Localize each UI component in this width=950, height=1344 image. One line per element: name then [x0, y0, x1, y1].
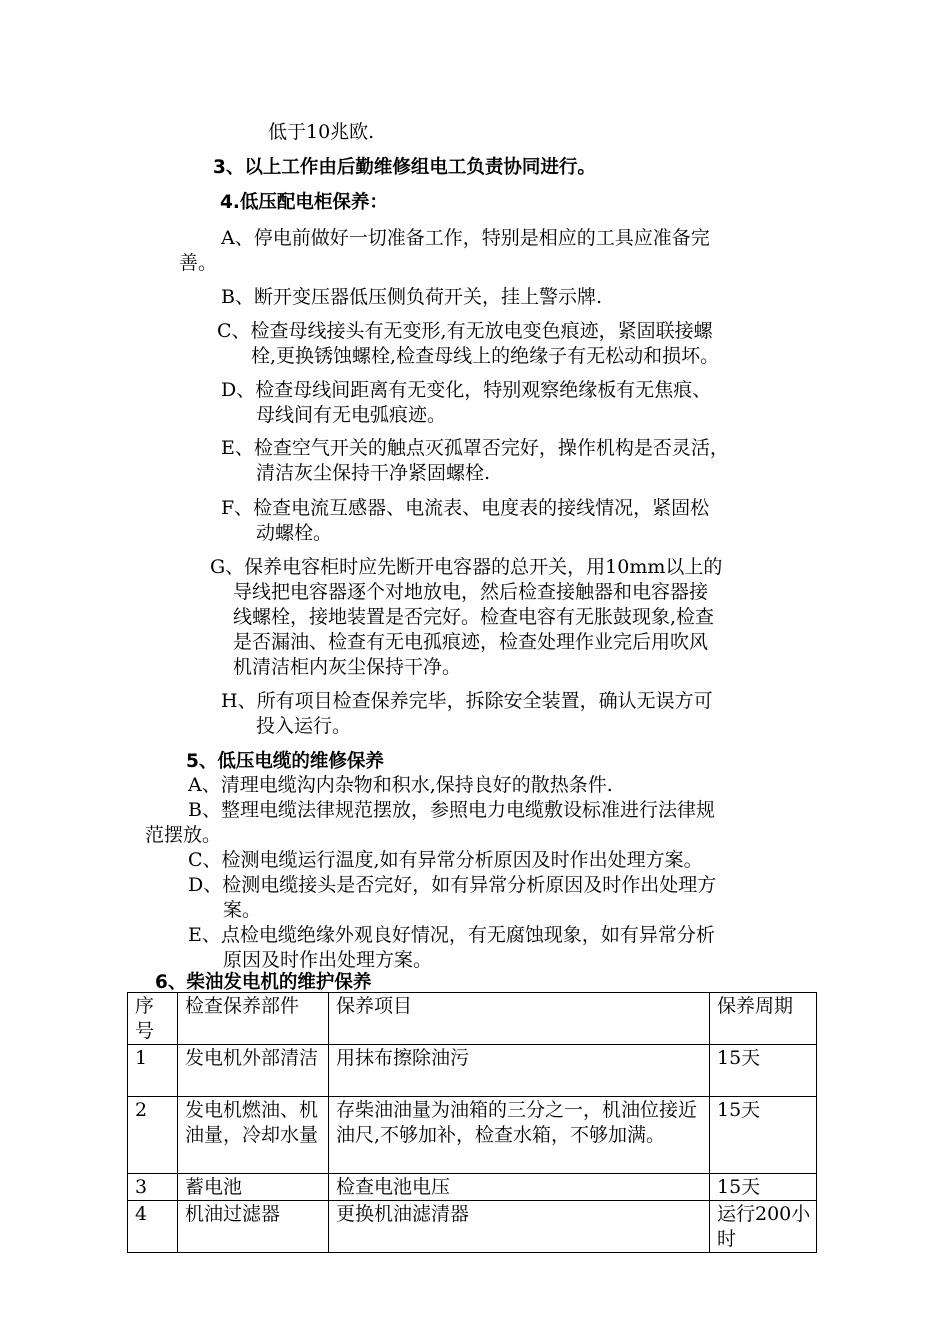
table-cell: 运行200小时 — [710, 1201, 817, 1253]
text-line: 动螺栓。 — [256, 522, 333, 544]
header-cell: 保养周期 — [710, 993, 817, 1045]
table-cell: 4 — [128, 1201, 178, 1253]
table-cell: 15天 — [710, 1174, 817, 1201]
table-cell: 15天 — [710, 1045, 817, 1097]
section-heading-4: 4.低压配电柜保养： — [220, 192, 388, 213]
text-line: D、检查母线间距离有无变化，特别观察绝缘板有无焦痕、 — [221, 379, 712, 401]
text-line: 是否漏油、检查有无电孤痕迹，检查处理作业完后用吹风 — [233, 631, 709, 653]
table-row — [128, 1174, 817, 1201]
text-line: G、保养电容柜时应先断开电容器的总开关，用10mm以上的 — [210, 556, 723, 578]
text-line: 低于10兆欧. — [268, 121, 375, 143]
table-cell: 发电机外部清洁 — [178, 1045, 329, 1097]
text-line: E、检查空气开关的触点灭孤罩否完好，操作机构是否灵活， — [221, 437, 729, 459]
text-line: 清洁灰尘保持干净紧固螺栓. — [256, 462, 491, 484]
table-cell: 15天 — [710, 1097, 817, 1174]
table-cell: 3 — [128, 1174, 178, 1201]
text-line: C、检测电缆运行温度,如有异常分析原因及时作出处理方案。 — [188, 849, 703, 871]
text-line: B、整理电缆法律规范摆放，参照电力电缆敷设标准进行法律规 — [188, 799, 715, 821]
table-cell: 用抹布擦除油污 — [329, 1045, 710, 1097]
text-line: F、检查电流互感器、电流表、电度表的接线情况，紧固松 — [221, 497, 710, 519]
text-line: 原因及时作出处理方案。 — [223, 949, 433, 971]
text-line: 范摆放。 — [145, 824, 222, 846]
section-heading-5: 5、低压电缆的维修保养 — [186, 751, 384, 772]
table-row — [128, 1097, 817, 1174]
table-cell: 1 — [128, 1045, 178, 1097]
header-cell: 保养项目 — [329, 993, 710, 1045]
header-cell: 检查保养部件 — [178, 993, 329, 1045]
text-line: C、检查母线接头有无变形,有无放电变色痕迹，紧固联接螺 — [217, 320, 713, 342]
table-cell: 2 — [128, 1097, 178, 1174]
section-heading-6: 6、柴油发电机的维护保养 — [155, 972, 372, 993]
text-line: A、停电前做好一切准备工作，特别是相应的工具应准备完 — [221, 227, 710, 249]
text-line: B、断开变压器低压侧负荷开关，挂上警示牌. — [221, 286, 603, 308]
table-row — [128, 1045, 817, 1097]
header-cell: 序号 — [128, 993, 178, 1045]
table-cell: 更换机油滤清器 — [329, 1201, 710, 1253]
text-line: 线螺栓，接地装置是否完好。检查电容有无胀鼓现象,检查 — [233, 606, 715, 628]
text-line: 案。 — [223, 899, 262, 921]
table-cell: 发电机燃油、机油量，冷却水量 — [178, 1097, 329, 1174]
text-line: 机清洁柜内灰尘保持干净。 — [233, 656, 462, 678]
text-line: H、所有项目检查保养完毕，拆除安全装置，确认无误方可 — [221, 690, 713, 712]
table-row — [128, 1201, 817, 1253]
text-line: A、清理电缆沟内杂物和积水,保持良好的散热条件. — [188, 774, 613, 796]
text-line: 母线间有无电弧痕迹。 — [256, 404, 447, 426]
section-heading-3: 3、以上工作由后勤维修组电工负责协同进行。 — [213, 157, 596, 178]
table-cell: 存柴油油量为油箱的三分之一，机油位接近油尺,不够加补，检查水箱，不够加满。 — [329, 1097, 710, 1174]
table-cell: 机油过滤器 — [178, 1201, 329, 1253]
table-header-row — [128, 993, 817, 1045]
text-line: 投入运行。 — [256, 715, 352, 737]
text-line: E、点检电缆绝缘外观良好情况，有无腐蚀现象，如有异常分析 — [188, 924, 715, 946]
text-line: D、检测电缆接头是否完好，如有异常分析原因及时作出处理方 — [188, 874, 717, 896]
table-cell: 检查电池电压 — [329, 1174, 710, 1201]
text-line: 栓,更换锈蚀螺栓,检查母线上的绝缘子有无松动和损坏。 — [251, 345, 720, 367]
text-line: 导线把电容器逐个对地放电，然后检查接触器和电容器接 — [233, 581, 709, 603]
table-cell: 蓄电池 — [178, 1174, 329, 1201]
text-line: 善。 — [179, 252, 218, 274]
maintenance-table — [127, 992, 817, 1253]
